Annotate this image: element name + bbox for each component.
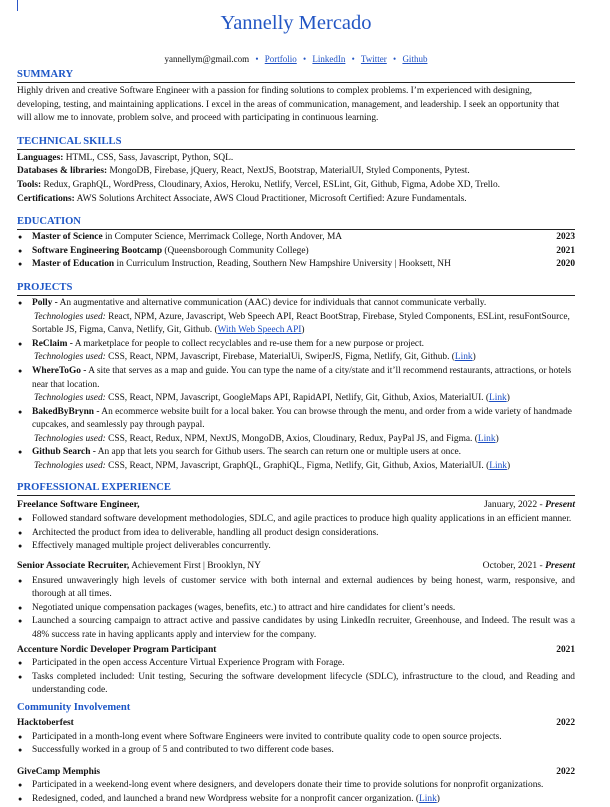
community-item-header: Hacktoberfest 2022 xyxy=(17,717,575,728)
skill-row: Certifications: AWS Solutions Architect Associate, AWS Cloud Practitioner, Microsoft Certified: Azure Fundamentals. xyxy=(17,193,467,204)
list-item: ● Followed standard software development methodologies, SDLC, and agile practices to produce high quality applications in an efficient manner. xyxy=(17,513,575,527)
project-item-polly: ● Polly - An augmentative and alternative communication (AAC) device for individuals that cannot communicate verbally. Technologies used: React, NPM, Azure, Javascript, Web Speech API, React BootStrap, Firebase, Styled Components, ESLint, resuFontSource, Sortable JS, Figma, Canva, Netlify, Git, Github. (With Web Speech API) xyxy=(17,297,575,338)
projects-heading: PROJECTS xyxy=(17,281,575,296)
skills-section xyxy=(17,135,575,206)
projects-section xyxy=(17,281,575,474)
job-bullets xyxy=(17,575,575,643)
skill-row: Languages: HTML, CSS, Sass, Javascript, Python, SQL. xyxy=(17,152,234,163)
job-header: Senior Associate Recruiter, Achievement First | Brooklyn, NY October, 2021 - Present xyxy=(17,560,575,572)
linkedin-link[interactable]: LinkedIn xyxy=(312,54,346,64)
list-item: ● Successfully worked in a group of 5 and contributed to two different code bases. xyxy=(17,744,575,758)
list-item: ● Redesigned, coded, and launched a brand new Wordpress website for a nonprofit cancer organization. (Link) xyxy=(17,793,575,807)
portfolio-link[interactable]: Portfolio xyxy=(264,54,297,64)
skills-heading: TECHNICAL SKILLS xyxy=(17,135,575,150)
community-bullets xyxy=(17,731,575,758)
education-section xyxy=(17,215,575,272)
experience-heading: PROFESSIONAL EXPERIENCE xyxy=(17,481,575,496)
job-bullets xyxy=(17,513,575,554)
skills-list xyxy=(17,152,575,206)
community-item-header: GiveCamp Memphis 2022 xyxy=(17,766,575,777)
project-link[interactable]: With Web Speech API xyxy=(217,325,302,336)
project-item-reclaim: ● ReClaim - A marketplace for people to collect recyclables and re-use them for a new purpose or project. Technologies used: CSS, React, NPM, Javascript, Firebase, MaterialUi, SwiperJS, Figma, Netlify, Git, Github. (Link) xyxy=(17,338,575,365)
education-item: ● Software Engineering Bootcamp (Queensborough Community College) 2021 xyxy=(17,245,575,259)
education-item: ● Master of Science in Computer Science, Merrimack College, North Andover, MA 2023 xyxy=(17,231,575,245)
skill-row: Databases & libraries: MongoDB, Firebase, jQuery, React, NextJS, Bootstrap, MaterialUI, Styled Components, Pytest. xyxy=(17,166,470,177)
job-header: Accenture Nordic Developer Program Participant 2021 xyxy=(17,644,575,655)
list-item: ● Tasks completed included: Unit testing, Securing the software development lifecycle (SDLC), infrastructure to the cloud, and Reading and understanding code. xyxy=(17,671,575,698)
project-link[interactable]: Link xyxy=(454,352,473,363)
github-link[interactable]: Github xyxy=(402,54,428,64)
job-header: Freelance Software Engineer, January, 2022 - Present xyxy=(17,498,575,510)
job-bullets xyxy=(17,657,575,698)
list-item: ● Participated in a weekend-long event where designers, and developers donate their time to provide solutions for nonprofit organizations. xyxy=(17,779,575,793)
experience-section xyxy=(17,481,575,698)
list-item: ● Participated in the open access Accenture Virtual Experience Program with Forage. xyxy=(17,657,575,671)
list-item: ● Architected the product from idea to deliverable, handling all product design considerations. xyxy=(17,527,575,541)
skill-row: Tools: Redux, GraphQL, WordPress, Cloudinary, Axios, Heroku, Netlify, Vercel, ESLint, Git, Github, Figma, Adobe XD, Trello. xyxy=(17,179,500,190)
projects-list xyxy=(17,297,575,474)
summary-text: Highly driven and creative Software Engineer with a passion for finding solutions to complex problems. I’m experienced with designing, developing, testing, and maintaining applications. I excel in the areas of communication, management, and leadership. I seek an opportunity that will allow me to innovate, problem solve, and proceed with participating in continuous learning. xyxy=(17,86,560,124)
community-section xyxy=(17,701,575,807)
candidate-name: Yannelly Mercado xyxy=(220,12,372,34)
email-text: yannellym@gmail.com xyxy=(164,54,250,64)
list-item: ● Negotiated unique compensation packages (wages, benefits, etc.) to attract and hire candidates for client’s needs. xyxy=(17,602,575,616)
community-bullets xyxy=(17,779,575,806)
community-heading: Community Involvement xyxy=(17,701,131,713)
resume-page xyxy=(17,0,575,807)
project-link[interactable]: Link xyxy=(489,393,507,404)
project-item-github-search: ● Github Search - An app that lets you search for Github users. The search can return one or multiple users at once. Technologies used: CSS, React, NPM, Javascript, GraphQL, GraphiQL, Figma, Netlify, Git, Github, Axios, MaterialUI. (Link) xyxy=(17,446,575,473)
project-link[interactable]: Link xyxy=(477,433,496,444)
education-item: ● Master of Education in Curriculum Instruction, Reading, Southern New Hampshire University | Hooksett, NH 2020 xyxy=(17,258,575,272)
list-item: ● Ensured unwaveringly high levels of customer service with both internal and external audiences by being honest, warm, responsive, and thorough at all times. xyxy=(17,575,575,602)
summary-section xyxy=(17,68,575,126)
list-item: ● Participated in a month-long event where Software Engineers were invited to contribute quality code to open source projects. xyxy=(17,731,575,745)
contact-line: yannellym@gmail.com • Portfolio • LinkedIn • Twitter • Github xyxy=(164,54,428,64)
community-link[interactable]: Link xyxy=(419,793,437,804)
summary-heading: SUMMARY xyxy=(17,68,575,83)
project-link[interactable]: Link xyxy=(489,461,507,472)
education-list xyxy=(17,231,575,272)
twitter-link[interactable]: Twitter xyxy=(360,54,387,64)
list-item: ● Effectively managed multiple project deliverables concurrently. xyxy=(17,540,575,554)
list-item: ● Launched a sourcing campaign to attract active and passive candidates by using LinkedIn recruiter, Greenhouse, and Indeed. The result was a 48% success rate in having applicants apply and interview for the company. xyxy=(17,615,575,642)
education-heading: EDUCATION xyxy=(17,215,575,230)
project-item-wheretogo: ● WhereToGo - A site that serves as a map and guide. You can type the name of a city/state and it’ll recommend restaurants, attractions, or hotels near that location. Technologies used: CSS, React, NPM, Javascript, GoogleMaps API, RapidAPI, Netlify, Git, Github, Axios, MaterialUI. (Link) xyxy=(17,365,575,406)
project-item-bakedbybrynn: ● BakedByBrynn - An ecommerce website built for a local baker. You can browse through the menu, and order from a wide variety of handmade cupcakes, and seamlessly pay through paypal. Technologies used: CSS, React, Redux, NPM, NextJS, MongoDB, Axios, Cloudinary, Redux, PayPal JS, and Figma. (Link) xyxy=(17,406,575,447)
